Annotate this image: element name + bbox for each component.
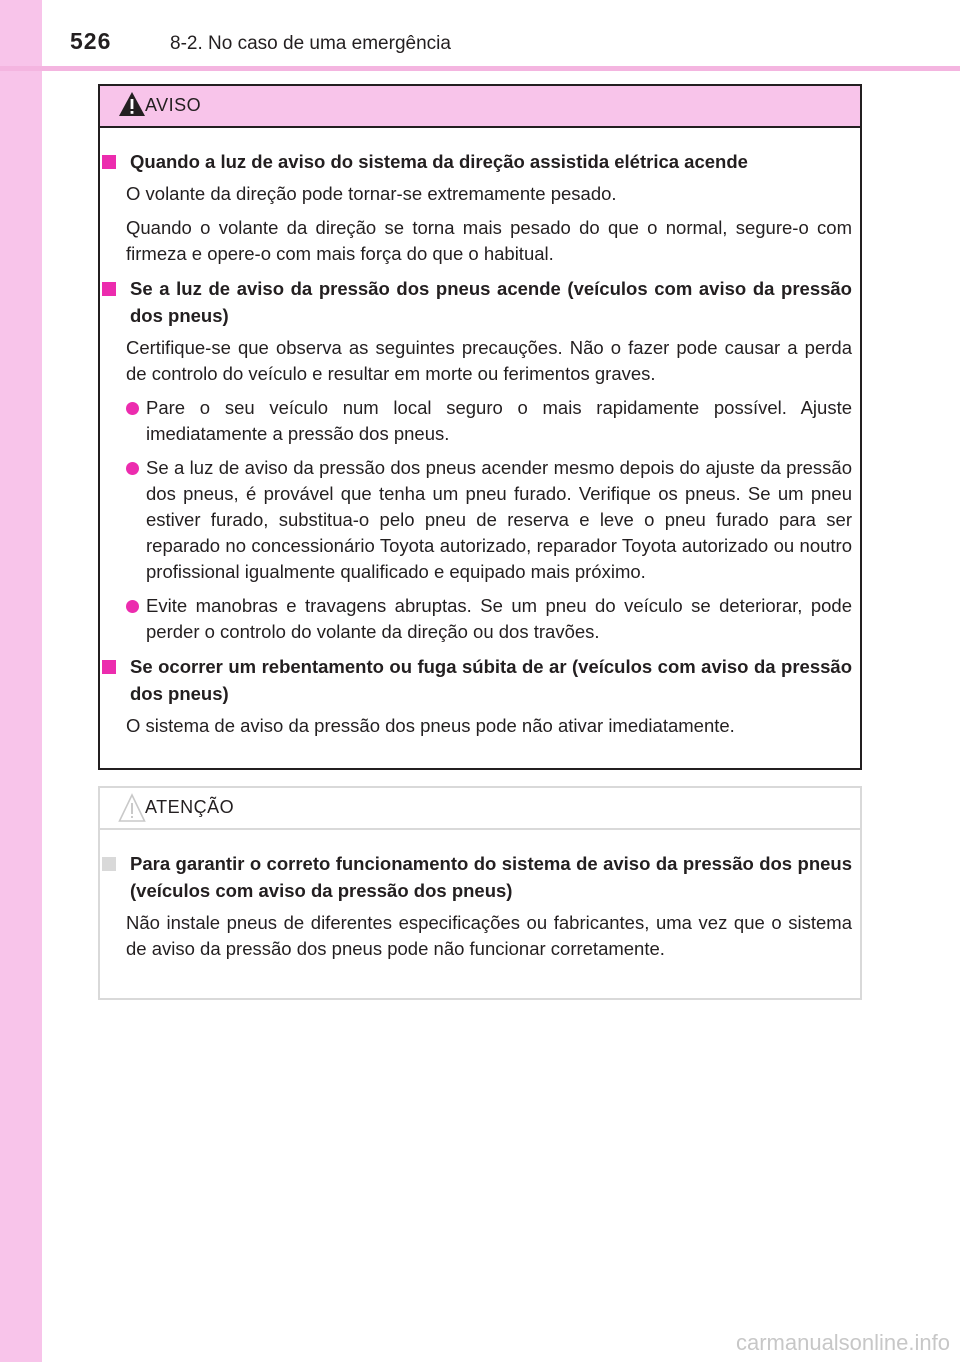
caution-box (98, 786, 862, 1000)
paragraph: Não instale pneus de diferentes especificações ou fabricantes, uma vez que o sistema de aviso da pressão dos pneus pode não funcionar corretamente. (126, 912, 852, 959)
square-bullet-icon (102, 660, 116, 674)
warning-heading-blowout (100, 653, 852, 707)
heading-text: Se ocorrer um rebentamento ou fuga súbita de ar (veículos com aviso da pressão dos pneus) (130, 656, 852, 704)
square-bullet-icon (102, 282, 116, 296)
header-rule (0, 66, 960, 71)
section-title: 8-2. No caso de uma emergência (170, 33, 451, 54)
paragraph: Quando o volante da direção se torna mais pesado do que o normal, segure-o com firmeza e opere-o com mais força do que o habitual. (126, 217, 852, 264)
circle-bullet-icon (126, 462, 139, 475)
heading-text: Se a luz de aviso da pressão dos pneus acende (veículos com aviso da pressão dos pneus) (130, 278, 852, 326)
page-number: 526 (70, 28, 112, 54)
caution-heading (100, 850, 852, 904)
heading-text: Quando a luz de aviso do sistema da direção assistida elétrica acende (130, 151, 748, 172)
warning-box-body (100, 128, 860, 739)
caution-box-body (100, 830, 860, 962)
caution-triangle-icon (118, 793, 146, 823)
circle-bullet-icon (126, 402, 139, 415)
warning-heading-tire-pressure (100, 275, 852, 329)
list-item (100, 395, 852, 447)
square-bullet-icon (102, 857, 116, 871)
warning-heading-eps (100, 148, 852, 175)
warning-box-label: AVISO (145, 95, 202, 115)
circle-bullet-icon (126, 600, 139, 613)
warning-box-header (100, 86, 860, 128)
list-item-text: Evite manobras e travagens abruptas. Se um pneu do veículo se deteriorar, pode perder o controlo do volante da direção ou dos travões. (146, 595, 852, 642)
paragraph: O sistema de aviso da pressão dos pneus pode não ativar imediatamente. (126, 715, 735, 736)
list-item-text: Se a luz de aviso da pressão dos pneus acender mesmo depois do ajuste da pressão dos pneus, é provável que tenha um pneu furado. Verifique os pneus. Se um pneu estiver furado, substitua-o pelo pneu de reserva e leve o pneu furado para ser reparado no concessionário Toyota autorizado, reparador Toyota autorizado ou noutro profissional igualmente qualificado e equipado mais próximo. (146, 457, 852, 582)
list-item (100, 593, 852, 645)
paragraph: Certifique-se que observa as seguintes precauções. Não o fazer pode causar a perda de controlo do veículo e resultar em morte ou ferimentos graves. (126, 337, 852, 384)
watermark: carmanualsonline.info (735, 1330, 950, 1355)
square-bullet-icon (102, 155, 116, 169)
paragraph: O volante da direção pode tornar-se extremamente pesado. (126, 183, 617, 204)
warning-triangle-icon (118, 91, 146, 117)
warning-box (98, 84, 862, 770)
heading-text: Para garantir o correto funcionamento do sistema de aviso da pressão dos pneus (veículos com aviso da pressão dos pneus) (130, 853, 852, 901)
list-item (100, 455, 852, 585)
caution-box-label: ATENÇÃO (145, 797, 235, 817)
list-item-text: Pare o seu veículo num local seguro o mais rapidamente possível. Ajuste imediatamente a pressão dos pneus. (146, 397, 852, 444)
caution-box-header (100, 788, 860, 830)
page-sidebar (0, 0, 42, 1362)
